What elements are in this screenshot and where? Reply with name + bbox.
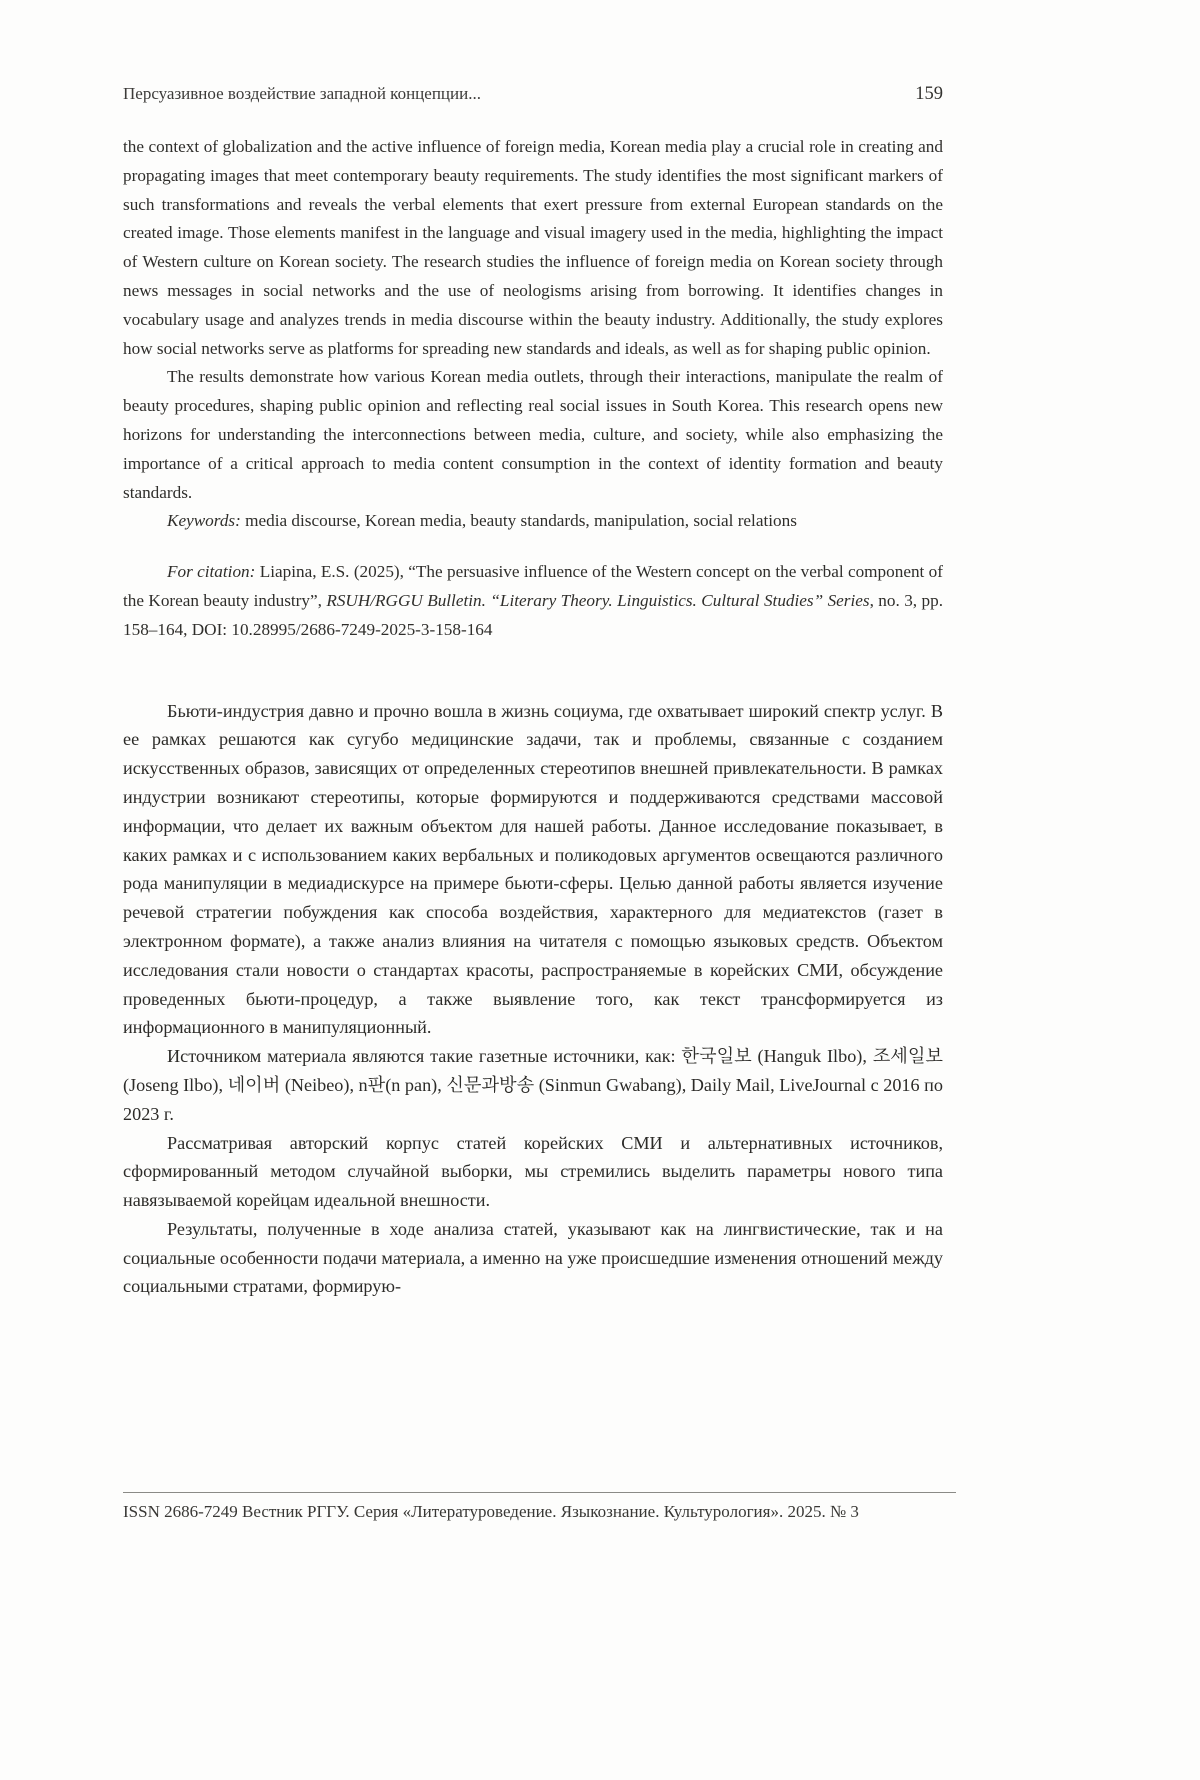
body-paragraph-3: Рассматривая авторский корпус статей корейских СМИ и альтернативных источников, сформированный методом случайной выборки, мы стремились выделить параметры нового типа навязываемой корейцам идеальной внешности. (123, 1132, 943, 1211)
page-content (123, 84, 943, 1301)
body-paragraph-4: Результаты, полученные в ходе анализа статей, указывают как на лингвистические, так и на социальные особенности подачи материала, а именно на уже происшедшие изменения отношений между социальными стратами, формирую- (123, 1218, 943, 1297)
citation-text-before: Liapina, E.S. (2025), “The persuasive influence of the Western concept on the verbal component of the Korean beauty industry”, (123, 562, 943, 610)
abstract-paragraph-1: the context of globalization and the active influence of foreign media, Korean media play a crucial role in creating and propagating images that meet contemporary beauty requirements. The study identifies the most significant markers of such transformations and reveals the verbal elements that exert pressure from external European standards on the created image. Those elements manifest in the language and visual imagery used in the media, highlighting the impact of Western culture on Korean society. The research studies the influence of foreign media on Korean society through news messages in social networks and the use of neologisms arising from borrowing. It identifies changes in vocabulary usage and analyzes trends in media discourse within the beauty industry. Additionally, the study explores how social networks serve as platforms for spreading new standards and ideals, as well as for shaping public opinion. (123, 137, 943, 358)
keywords-label: Keywords: (167, 511, 241, 531)
article-body (123, 697, 943, 1302)
running-title: Персуазивное воздействие западной концепции... (123, 84, 481, 103)
keywords-text: media discourse, Korean media, beauty standards, manipulation, social relations (245, 511, 797, 531)
page-footer (123, 1492, 956, 1522)
abstract-paragraph-2: The results demonstrate how various Korean media outlets, through their interactions, manipulate the realm of beauty procedures, shaping public opinion and reflecting real social issues in South Korea. This research opens new horizons for understanding the interconnections between media, culture, and society, while also emphasizing the importance of a critical approach to media content consumption in the context of identity formation and beauty standards. (123, 367, 943, 502)
citation-label: For citation: (167, 562, 256, 582)
citation-paragraph (123, 558, 943, 644)
keywords-line (123, 507, 943, 536)
body-paragraph-1: Бьюти-индустрия давно и прочно вошла в жизнь социума, где охватывает широкий спектр услуг. В ее рамках решаются как сугубо медицинские задачи, так и проблемы, связанные с созданием искусственных образов, зависящих от определенных стереотипов внешней привлекательности. В рамках индустрии возникают стереотипы, которые формируются и поддерживаются средствами массовой информации, что делает их важным объектом для нашей работы. Данное исследование показывает, в каких рамках и с использованием каких вербальных и поликодовых аргументов освещаются различного рода манипуляции в медиадискурсе на примере бьюти-сферы. Целью данной работы является изучение речевой стратегии побуждения как способа воздействия, характерного для медиатекстов (газет в электронном формате), а также анализ влияния на читателя с помощью языковых средств. Объектом исследования стали новости о стандартах красоты, распространяемые в корейских СМИ, обсуждение проведенных бьюти-процедур, а также выявление того, как текст трансформируется из информационного в манипуляционный. (123, 700, 943, 1038)
abstract-section (123, 133, 943, 536)
citation-section (123, 558, 943, 644)
citation-text-after: , no. 3, pp. 158–164, DOI: 10.28995/2686-7249-2025-3-158-164 (123, 590, 944, 639)
citation-journal-title: RSUH/RGGU Bulletin. “Literary Theory. Linguistics. Cultural Studies” Series (326, 590, 870, 610)
page-number: 159 (915, 84, 943, 104)
running-header (123, 84, 943, 105)
footer-issn-line: ISSN 2686-7249 Вестник РГГУ. Серия «Литературоведение. Языкознание. Культурология». 2025. № 3 (123, 1502, 859, 1521)
body-paragraph-2: Источником материала являются такие газетные источники, как: 한국일보 (Hanguk Ilbo), 조세일보 (Joseng Ilbo), 네이버 (Neibeo), n판(n pan), 신문과방송 (Sinmun Gwabang), Daily Mail, LiveJournal с 2016 по 2023 г. (123, 1046, 943, 1124)
